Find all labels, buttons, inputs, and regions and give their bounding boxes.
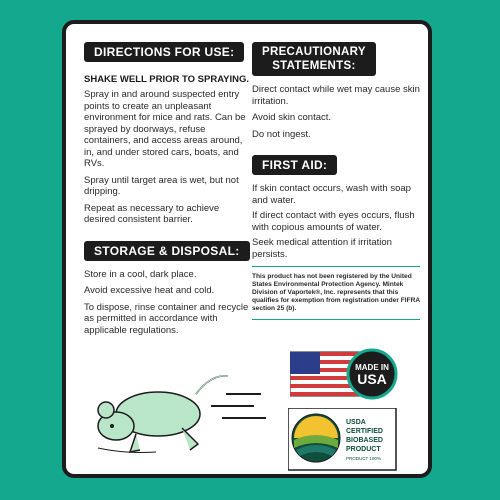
precautionary-paragraph-3: Do not ingest. xyxy=(252,128,311,140)
product-percent-text: PRODUCT 100% xyxy=(346,456,381,461)
directions-header: DIRECTIONS FOR USE: xyxy=(84,42,244,62)
usda-seal-icon xyxy=(292,414,340,462)
usda-text: USDA xyxy=(346,419,366,426)
directions-paragraph-1: Spray in and around suspected entry points to create an unpleasant environment for mice and rats. Can be sprayed by doorways, refuse containers, and access areas around, in, and under stored cars, boats, and RVs. xyxy=(84,89,246,169)
storage-paragraph-2: Avoid excessive heat and cold. xyxy=(84,285,215,296)
usda-certified-biobased-badge xyxy=(288,408,398,472)
first-aid-paragraph-2: If direct contact with eyes occurs, flush with copious amounts of water. xyxy=(252,210,415,233)
product-text: PRODUCT xyxy=(346,446,381,453)
first-aid-paragraph-1: If skin contact occurs, wash with soap and water. xyxy=(252,183,411,206)
first-aid-header: FIRST AID: xyxy=(252,155,337,175)
directions-paragraph-3: Repeat as necessary to achieve desired consistent barrier. xyxy=(84,202,220,225)
storage-header: STORAGE & DISPOSAL: xyxy=(84,241,250,261)
speed-lines xyxy=(211,394,266,418)
made-in-usa-badge xyxy=(290,348,400,404)
precautionary-header-line-2: STATEMENTS: xyxy=(272,60,356,72)
precautionary-paragraph-2: Avoid skin contact. xyxy=(252,112,332,123)
precautionary-header-line-1: PRECAUTIONARY xyxy=(262,46,366,58)
usa-text: USA xyxy=(357,371,387,387)
label-panel xyxy=(62,20,432,478)
made-in-text: MADE IN xyxy=(355,363,389,372)
first-aid-paragraph-3: Seek medical attention if irritation persists. xyxy=(252,237,392,260)
storage-paragraph-1: Store in a cool, dark place. xyxy=(84,268,197,280)
precautionary-paragraph-1: Direct contact while wet may cause skin irritation. xyxy=(252,84,420,107)
running-mouse-icon xyxy=(86,364,316,464)
directions-paragraph-2: Spray until target area is wet, but not dripping. xyxy=(84,174,239,197)
precautionary-header xyxy=(252,42,376,76)
notice-top-divider xyxy=(252,266,420,267)
epa-notice: This product has not been registered by the United States Environmental Protection Agency. Mintek Division of Vaportek®, Inc. represents that this qualifies for exemption from registration under FIFRA section 25 (b). xyxy=(252,273,420,312)
notice-bottom-divider xyxy=(252,319,420,320)
storage-paragraph-3: To dispose, rinse container and recycle as permitted in accordance with applicable regulations. xyxy=(84,301,249,336)
shake-instruction: SHAKE WELL PRIOR TO SPRAYING. xyxy=(84,74,250,85)
certified-text: CERTIFIED xyxy=(346,428,383,435)
biobased-text: BIOBASED xyxy=(346,437,383,444)
right-column xyxy=(252,42,420,326)
left-column xyxy=(84,42,252,341)
